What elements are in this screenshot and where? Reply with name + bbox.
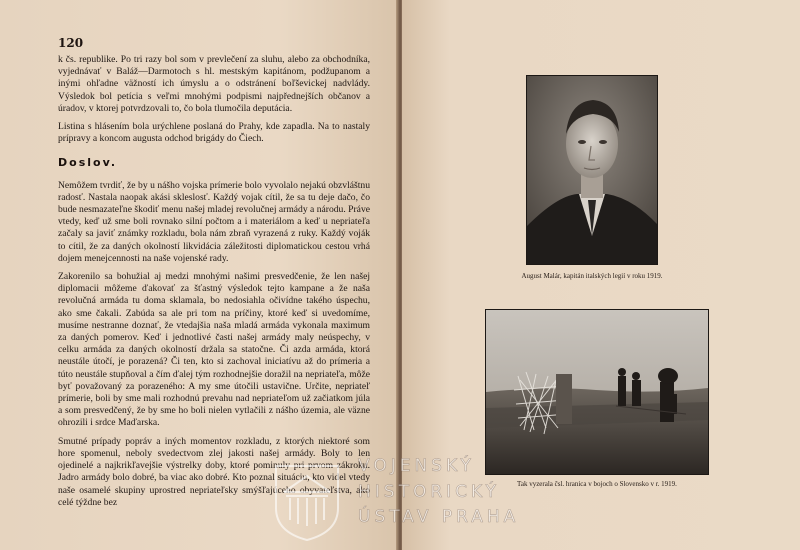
paragraph: Smutné prípady popráv a iných momentov rozkladu, z ktorých niektoré som hore spomenul, neboly svedectvom zlej jakosti našej armády. Boly to len ojedinelé a najkrikľavejšie výstrelky doby, ktoré pominuly pri prvom zákroku. Jadro armády bolo dobré, ba viac ako dobré. Kto poznal situáciu, kto videl vtedy naše osamelé skupiny uprostred nepriateľsky smýšľajúceho obyvateľstva, ako celé týždne bez <box>58 435 370 508</box>
paragraph: Nemôžem tvrdiť, že by u nášho vojska prímerie bolo vyvolalo nejakú obzvláštnu radosť. Nastala naopak akási skleslosť. Každý vojak cítil, že sa tu deje dačo, čo bude nesmazateľne škodiť menu našej mladej revolučnej armády a národu. Práve vtedy, keď už sme boli rovnako silní počtom a i materiálom a keď u nepriateľa začaly sa javiť známky rozkladu, bola nám zbraň vyrazená z ruky. Každý voják to cítil, že za daných okolností likvidácia záležitosti diplomatickou cestou vrhá dojem menejcennosti na naše vojenské rady. <box>58 179 370 264</box>
watermark-line: VOJENSKÝ <box>358 456 475 476</box>
watermark-line: ÚSTAV PRAHA <box>358 507 520 527</box>
paragraph: Listina s hlásením bola urýchlene poslaná do Prahy, kde zapadla. Na to nastaly prípravy a koncom augusta odchod brigády do Čiech. <box>58 121 370 145</box>
portrait-caption: August Malár, kapitán italských legií v roku 1919. <box>521 272 663 280</box>
watermark-line: HISTORICKÝ <box>358 482 500 502</box>
section-heading: Doslov. <box>58 156 118 170</box>
left-text-column <box>58 54 370 515</box>
portrait-photo <box>527 76 657 264</box>
paragraph: Zakorenilo sa bohužial aj medzi mnohými našimi presvedčenie, že len našej diplomacii môžeme ďakovať za šťastný výsledok tejto kampane a že naša revolučná armáda tu doma sklamala, bo nedosiahla očivídne takého úspechu, ako sme čakali. Zabúda sa ale pri tom na príčiny, ktoré keď si uvedomíme, musíme nestranne doznať, že vtedajšia naša mladá armáda vykonala maximum za daných pomerov. Keď i jednotlivé časti našej armády maly neúspechy, v celku armáda za daných okolností držala sa statočne. Či azda armáda, ktorá neustále útočí, je porazená? Či ten, kto si zachoval iniciatívu až do prímeria a tútо neustále stupňoval a čím ďalej tým rozhodnejšie doražil na nepriateľa, môže byť považovaný za porazeného: A my sme útočili ustavične. Určite, nepriateľ prímerie, boli by sme mali rozhodnú prevahu nad nepriateľom už začiatkom júla a som presvedčený, že by sme ho boli nielen vytlačili z nášho územia, ale väzne ohrozili i srdce Maďarska. <box>58 271 370 429</box>
border-photo-caption: Tak vyzerala čsl. hranica v bojoch o Slovensko v r. 1919. <box>517 480 677 488</box>
border-battle-photo <box>486 310 708 474</box>
paragraph: k čs. republike. Po tri razy bol som v prevlečení za sluhu, alebo za obchodníka, vyjednávať v Baláž—Darmotoch s hl. mestským kapitánom, podžupanom a inými ohľadne väžností ich úmyslu a o odstránení boľševickej nadvlády. Výsledok bol petícia s veľmi mnohými podpismi najpřednejších občanov a úradov, v ktorej potvrdzovali to, čo bola tlumočila deputácia. <box>58 54 370 114</box>
page-number: 120 <box>58 36 84 50</box>
left-page <box>0 0 398 550</box>
